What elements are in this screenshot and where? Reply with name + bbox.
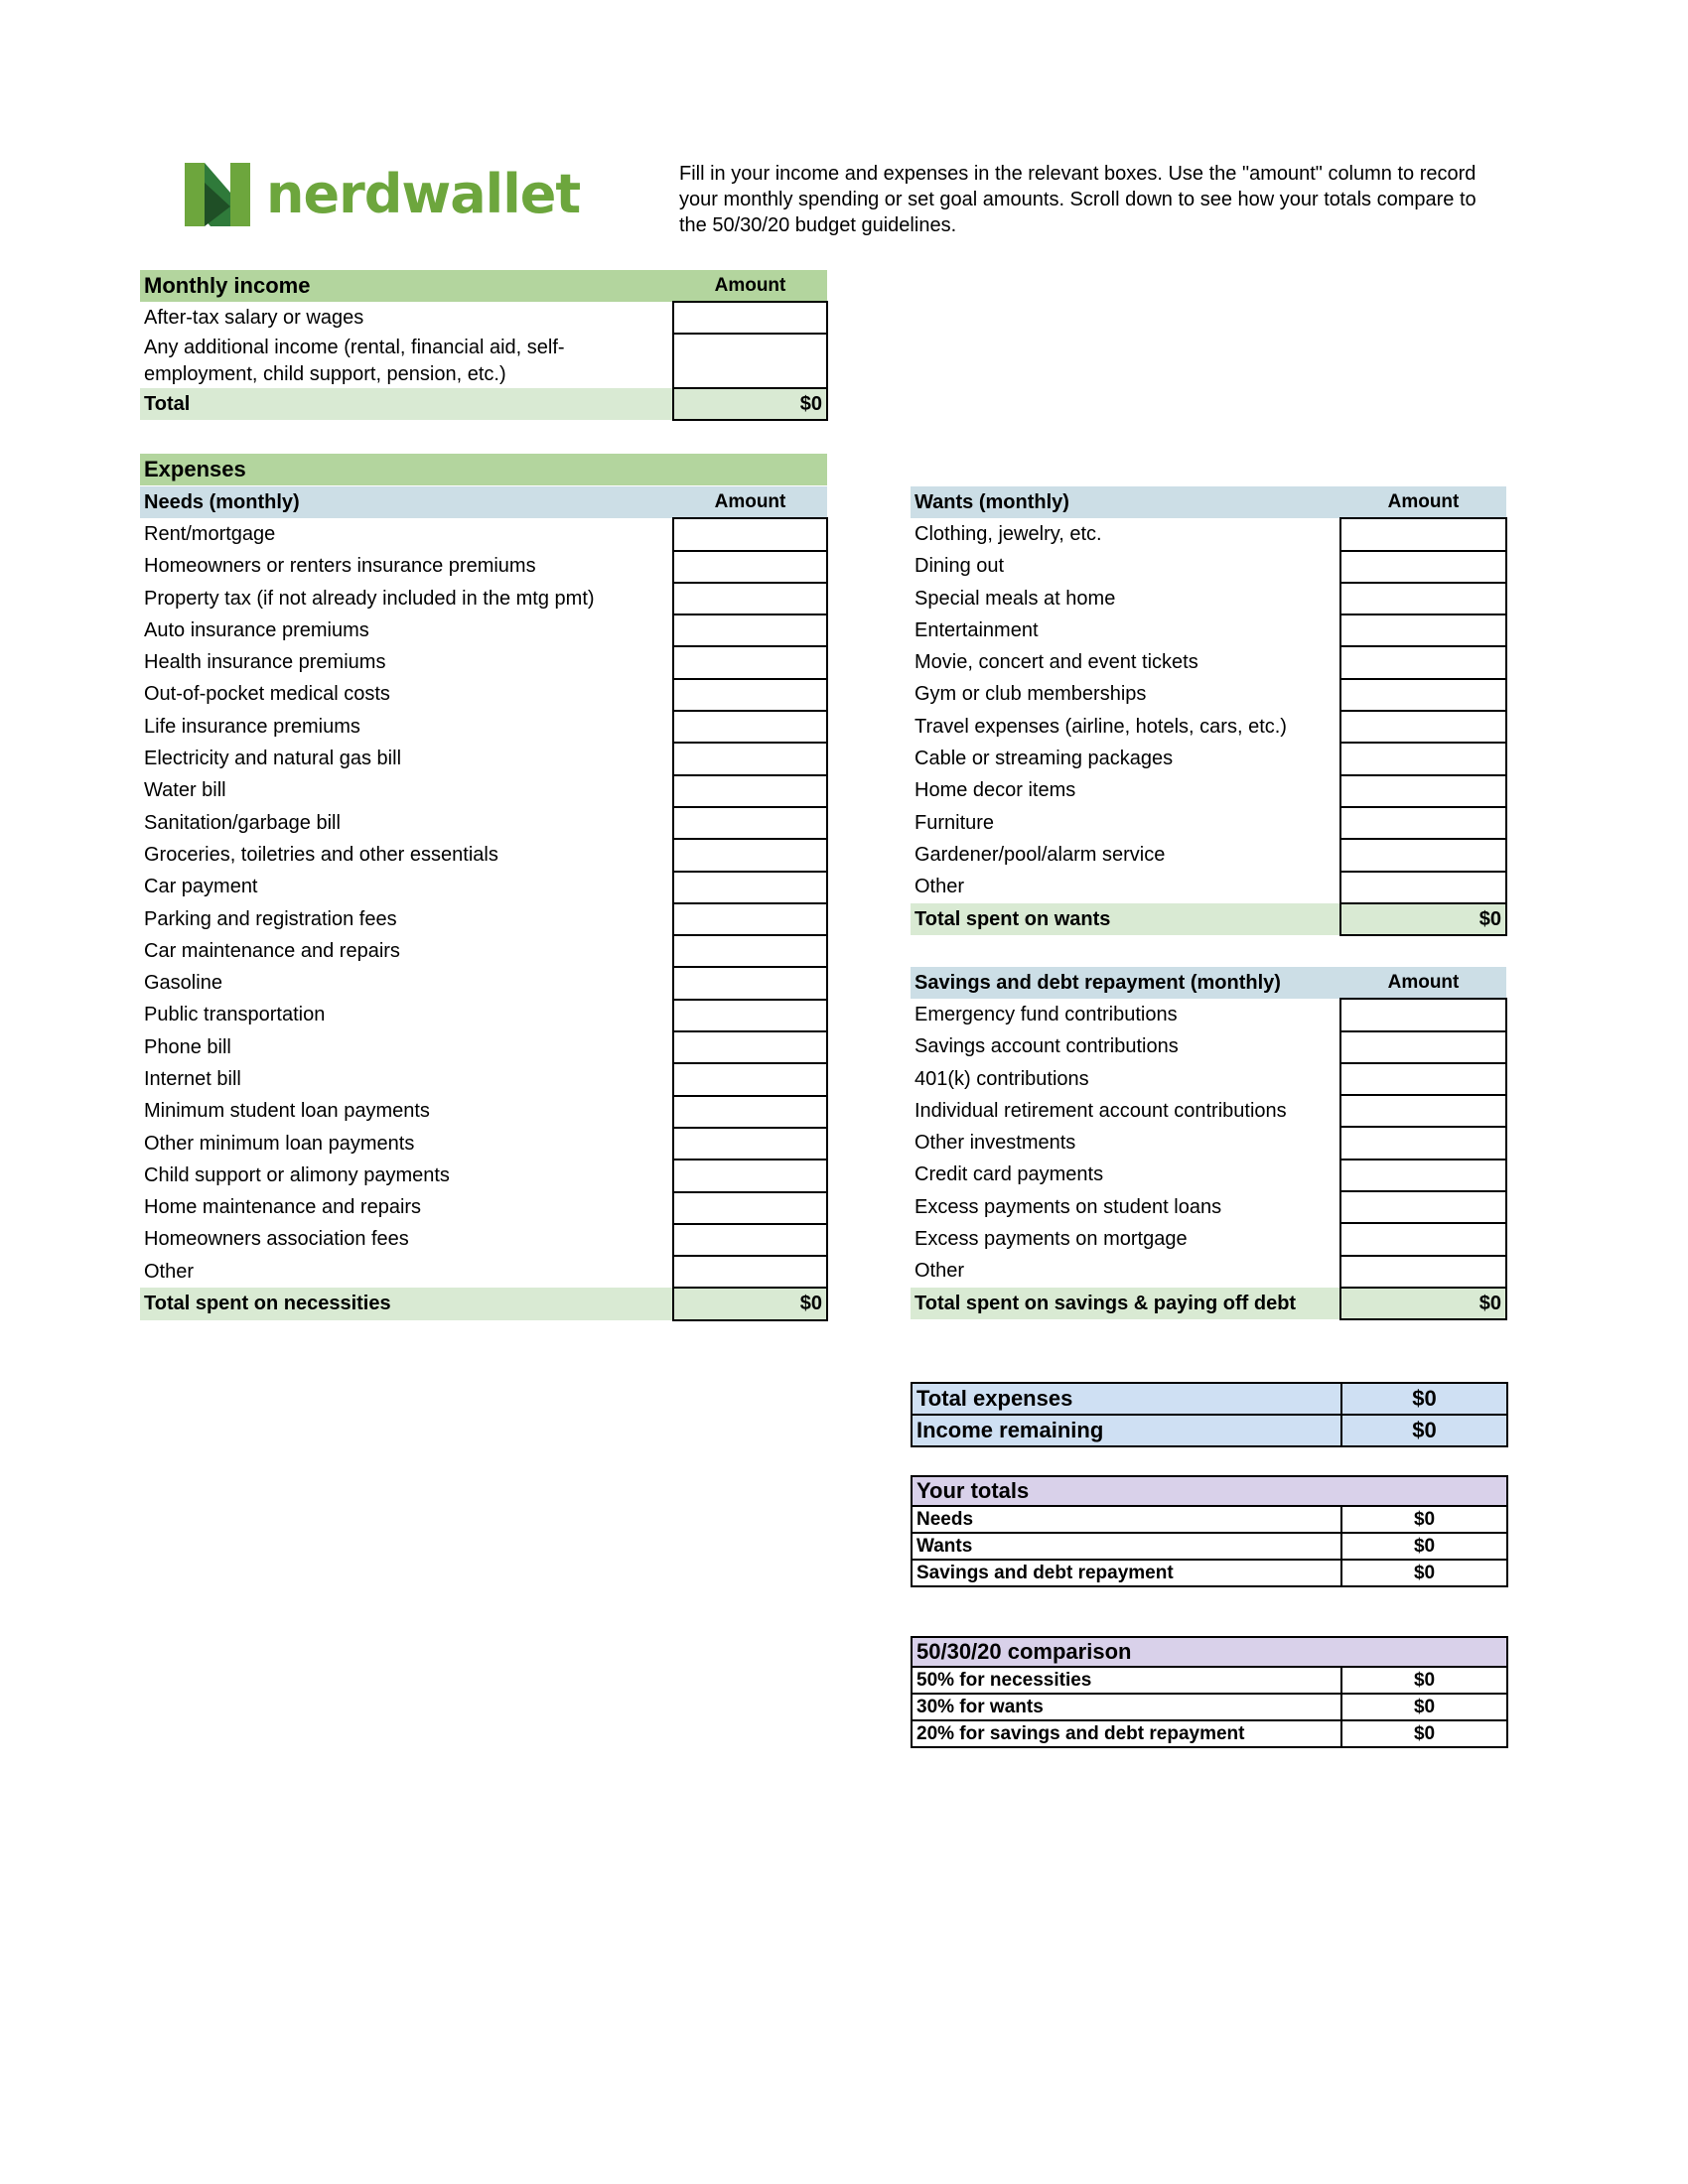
needs-row — [140, 1128, 827, 1160]
comparison-needs-value: $0 — [1341, 1667, 1507, 1694]
wants-amount-input[interactable] — [1340, 583, 1506, 614]
needs-amount-input[interactable] — [673, 1031, 827, 1063]
wants-amount-input[interactable] — [1340, 646, 1506, 678]
wants-item-label: Special meals at home — [914, 587, 1116, 610]
wants-row — [911, 872, 1506, 903]
savings-item-label: Excess payments on mortgage — [914, 1228, 1188, 1251]
wants-amount-input[interactable] — [1340, 614, 1506, 646]
wants-amount-input[interactable] — [1340, 872, 1506, 903]
needs-item-label: Property tax (if not already included in the mtg pmt) — [144, 587, 595, 610]
wants-row — [911, 775, 1506, 807]
needs-amount-input[interactable] — [673, 679, 827, 711]
savings-amount-input[interactable] — [1340, 1191, 1506, 1223]
savings-amount-input[interactable] — [1340, 1256, 1506, 1288]
needs-amount-input[interactable] — [673, 614, 827, 646]
comparison-wants-label: 30% for wants — [912, 1694, 1341, 1720]
savings-row — [911, 1063, 1506, 1095]
needs-row — [140, 711, 827, 743]
needs-row — [140, 1063, 827, 1095]
savings-row — [911, 1191, 1506, 1223]
needs-total-value: $0 — [673, 1288, 827, 1319]
needs-item-label: Phone bill — [144, 1035, 231, 1058]
needs-table — [140, 486, 828, 1321]
your-totals-savings-value: $0 — [1341, 1560, 1507, 1586]
wants-total-label: Total spent on wants — [911, 903, 1340, 935]
needs-amount-input[interactable] — [673, 935, 827, 967]
wants-item-label: Entertainment — [914, 618, 1039, 641]
savings-item-label: Credit card payments — [914, 1163, 1104, 1186]
wants-amount-input[interactable] — [1340, 775, 1506, 807]
savings-row — [911, 1160, 1506, 1191]
savings-total-label: Total spent on savings & paying off debt — [911, 1288, 1340, 1319]
wants-row — [911, 614, 1506, 646]
wants-title: Wants (monthly) — [911, 486, 1340, 518]
savings-row — [911, 1127, 1506, 1159]
savings-row — [911, 1256, 1506, 1288]
needs-row — [140, 1000, 827, 1031]
wants-row — [911, 518, 1506, 550]
savings-row — [911, 1095, 1506, 1127]
savings-item-label: 401(k) contributions — [914, 1067, 1089, 1090]
wants-item-label: Other — [914, 876, 965, 898]
income-additional-input[interactable] — [673, 334, 827, 388]
comparison-table — [911, 1636, 1508, 1748]
needs-amount-input[interactable] — [673, 518, 827, 550]
savings-amount-input[interactable] — [1340, 1031, 1506, 1063]
needs-row — [140, 551, 827, 583]
needs-row — [140, 1160, 827, 1191]
needs-item-label: Other — [144, 1260, 195, 1283]
needs-item-label: Other minimum loan payments — [144, 1132, 415, 1155]
wants-total-value: $0 — [1340, 903, 1506, 935]
savings-title: Savings and debt repayment (monthly) — [911, 967, 1340, 999]
needs-item-label: Homeowners association fees — [144, 1228, 409, 1251]
needs-amount-input[interactable] — [673, 1160, 827, 1191]
needs-amount-input[interactable] — [673, 551, 827, 583]
income-row-additional-line2: employment, child support, pension, etc.) — [144, 362, 506, 385]
logo-wordmark: nerdwallet — [266, 163, 581, 225]
monthly-income-table — [140, 270, 828, 421]
savings-amount-input[interactable] — [1340, 1063, 1506, 1095]
savings-amount-input[interactable] — [1340, 1223, 1506, 1255]
needs-item-label: Car payment — [144, 876, 258, 898]
needs-item-label: Home maintenance and repairs — [144, 1196, 422, 1219]
savings-amount-input[interactable] — [1340, 1127, 1506, 1159]
needs-amount-input[interactable] — [673, 1224, 827, 1256]
savings-amount-input[interactable] — [1340, 999, 1506, 1030]
needs-title: Needs (monthly) — [140, 486, 673, 518]
wants-item-label: Clothing, jewelry, etc. — [914, 522, 1102, 545]
needs-item-label: Electricity and natural gas bill — [144, 748, 402, 770]
wants-item-label: Cable or streaming packages — [914, 748, 1174, 770]
needs-row — [140, 839, 827, 871]
needs-item-label: Sanitation/garbage bill — [144, 811, 341, 834]
wants-item-label: Dining out — [914, 555, 1005, 578]
instructions-text: Fill in your income and expenses in the relevant boxes. Use the "amount" column to record your monthly spending or set goal amounts. Scroll down to see how your totals compare to the 50/30/20 budget guidelines. — [679, 163, 1477, 236]
comparison-title: 50/30/20 comparison — [912, 1637, 1507, 1667]
needs-amount-input[interactable] — [673, 1000, 827, 1031]
needs-row — [140, 646, 827, 678]
income-row-salary: After-tax salary or wages — [144, 306, 364, 329]
savings-amount-input[interactable] — [1340, 1160, 1506, 1191]
savings-row — [911, 1031, 1506, 1063]
wants-amount-input[interactable] — [1340, 807, 1506, 839]
wants-table — [911, 486, 1507, 936]
savings-item-label: Other — [914, 1260, 965, 1283]
wants-amount-input[interactable] — [1340, 518, 1506, 550]
needs-total-row — [140, 1288, 827, 1319]
income-total-value: $0 — [673, 388, 827, 420]
savings-table — [911, 967, 1507, 1320]
needs-item-label: Minimum student loan payments — [144, 1100, 430, 1123]
needs-amount-header: Amount — [673, 486, 827, 518]
wants-amount-input[interactable] — [1340, 839, 1506, 871]
savings-item-label: Emergency fund contributions — [914, 1003, 1178, 1025]
needs-amount-input[interactable] — [673, 646, 827, 678]
total-expenses-value: $0 — [1341, 1383, 1507, 1415]
comparison-savings-value: $0 — [1341, 1720, 1507, 1747]
wants-item-label: Movie, concert and event tickets — [914, 651, 1198, 674]
needs-amount-input[interactable] — [673, 1192, 827, 1224]
wants-item-label: Home decor items — [914, 779, 1076, 802]
needs-amount-input[interactable] — [673, 711, 827, 743]
income-row-additional — [140, 334, 673, 388]
savings-amount-input[interactable] — [1340, 1095, 1506, 1127]
expenses-title: Expenses — [140, 454, 827, 485]
wants-row — [911, 679, 1506, 711]
needs-amount-input[interactable] — [673, 1063, 827, 1095]
needs-amount-input[interactable] — [673, 1096, 827, 1128]
income-total-label: Total — [140, 388, 673, 420]
needs-row — [140, 1256, 827, 1288]
wants-row — [911, 551, 1506, 583]
nerdwallet-logo-icon — [185, 163, 250, 226]
wants-item-label: Gym or club memberships — [914, 683, 1147, 706]
needs-item-label: Water bill — [144, 779, 226, 802]
needs-row — [140, 967, 827, 999]
needs-item-label: Health insurance premiums — [144, 651, 386, 674]
needs-item-label: Internet bill — [144, 1067, 241, 1090]
needs-item-label: Gasoline — [144, 972, 222, 995]
needs-row — [140, 1096, 827, 1128]
wants-row — [911, 807, 1506, 839]
savings-item-label: Individual retirement account contributions — [914, 1099, 1287, 1122]
needs-amount-input[interactable] — [673, 807, 827, 839]
needs-amount-input[interactable] — [673, 1256, 827, 1288]
needs-row — [140, 583, 827, 614]
savings-item-label: Excess payments on student loans — [914, 1195, 1222, 1218]
needs-row — [140, 903, 827, 935]
your-totals-wants-value: $0 — [1341, 1533, 1507, 1560]
needs-row — [140, 935, 827, 967]
wants-amount-input[interactable] — [1340, 743, 1506, 774]
needs-amount-input[interactable] — [673, 743, 827, 774]
savings-total-row — [911, 1288, 1506, 1319]
needs-item-label: Groceries, toiletries and other essentials — [144, 843, 498, 866]
needs-amount-input[interactable] — [673, 967, 827, 999]
needs-item-label: Car maintenance and repairs — [144, 939, 400, 962]
needs-row — [140, 872, 827, 903]
needs-amount-input[interactable] — [673, 1128, 827, 1160]
wants-row — [911, 583, 1506, 614]
wants-item-label: Travel expenses (airline, hotels, cars, etc.) — [914, 715, 1287, 738]
wants-row — [911, 646, 1506, 678]
needs-item-label: Public transportation — [144, 1004, 326, 1026]
your-totals-savings-label: Savings and debt repayment — [912, 1560, 1341, 1586]
income-remaining-value: $0 — [1341, 1415, 1507, 1446]
wants-row — [911, 839, 1506, 871]
needs-row — [140, 1192, 827, 1224]
wants-row — [911, 743, 1506, 774]
needs-row — [140, 1031, 827, 1063]
total-expenses-label: Total expenses — [912, 1383, 1341, 1415]
wants-total-row — [911, 903, 1506, 935]
wants-amount-input[interactable] — [1340, 679, 1506, 711]
needs-item-label: Rent/mortgage — [144, 522, 276, 545]
comparison-wants-value: $0 — [1341, 1694, 1507, 1720]
needs-item-label: Homeowners or renters insurance premiums — [144, 555, 536, 578]
savings-row — [911, 1223, 1506, 1255]
wants-item-label: Gardener/pool/alarm service — [914, 843, 1166, 866]
needs-item-label: Out-of-pocket medical costs — [144, 683, 390, 706]
wants-amount-header: Amount — [1340, 486, 1506, 518]
needs-row — [140, 614, 827, 646]
wants-row — [911, 711, 1506, 743]
your-totals-wants-label: Wants — [912, 1533, 1341, 1560]
savings-total-value: $0 — [1340, 1288, 1506, 1319]
income-salary-input[interactable] — [673, 302, 827, 334]
needs-item-label: Child support or alimony payments — [144, 1163, 450, 1186]
expenses-header — [140, 454, 827, 485]
needs-item-label: Parking and registration fees — [144, 907, 397, 930]
savings-item-label: Savings account contributions — [914, 1035, 1179, 1058]
wants-amount-input[interactable] — [1340, 711, 1506, 743]
income-title: Monthly income — [140, 270, 673, 302]
needs-item-label: Auto insurance premiums — [144, 618, 369, 641]
expenses-summary — [911, 1382, 1508, 1447]
needs-row — [140, 743, 827, 774]
needs-amount-input[interactable] — [673, 839, 827, 871]
needs-row — [140, 518, 827, 550]
wants-amount-input[interactable] — [1340, 551, 1506, 583]
income-row-additional-line1: Any additional income (rental, financial aid, self- — [144, 336, 565, 358]
your-totals-table — [911, 1475, 1508, 1587]
needs-amount-input[interactable] — [673, 775, 827, 807]
savings-item-label: Other investments — [914, 1132, 1076, 1155]
savings-row — [911, 999, 1506, 1030]
income-remaining-label: Income remaining — [912, 1415, 1341, 1446]
wants-item-label: Furniture — [914, 811, 995, 834]
needs-row — [140, 775, 827, 807]
income-amount-header: Amount — [673, 270, 827, 302]
needs-amount-input[interactable] — [673, 872, 827, 903]
needs-item-label: Life insurance premiums — [144, 715, 360, 738]
your-totals-needs-value: $0 — [1341, 1506, 1507, 1533]
needs-amount-input[interactable] — [673, 583, 827, 614]
needs-row — [140, 1224, 827, 1256]
needs-total-label: Total spent on necessities — [140, 1288, 673, 1319]
needs-amount-input[interactable] — [673, 903, 827, 935]
nerdwallet-logo — [185, 161, 580, 228]
your-totals-needs-label: Needs — [912, 1506, 1341, 1533]
comparison-savings-label: 20% for savings and debt repayment — [912, 1720, 1341, 1747]
comparison-needs-label: 50% for necessities — [912, 1667, 1341, 1694]
your-totals-title: Your totals — [912, 1476, 1507, 1506]
needs-row — [140, 807, 827, 839]
needs-row — [140, 679, 827, 711]
savings-amount-header: Amount — [1340, 967, 1506, 999]
